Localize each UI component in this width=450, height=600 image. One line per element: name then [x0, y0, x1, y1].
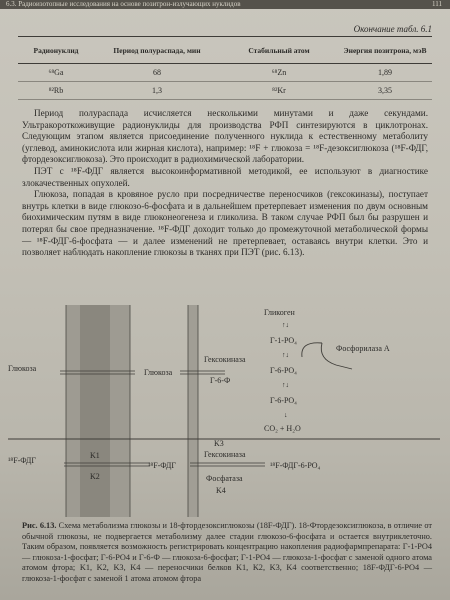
table-header: Период полураспада, мин [94, 37, 220, 64]
g6po4-label: Г-6-PO₄ [270, 366, 297, 375]
table-cell: 1,3 [94, 82, 220, 100]
hexokinase-bottom-label: Гексокиназа [204, 450, 246, 459]
hexokinase-top-label: Гексокиназа [204, 355, 246, 364]
k2-label: K2 [90, 472, 100, 481]
table-cell: 68 [94, 64, 220, 82]
table-cell: 1,89 [338, 64, 432, 82]
radionuclide-table [18, 36, 432, 100]
g1po4-label: Г-1-PO₄ [270, 336, 297, 345]
metabolism-diagram [0, 303, 450, 521]
page-number: 111 [432, 0, 442, 8]
fdg-outside-label: ¹⁸F-ФДГ [8, 456, 36, 465]
table-row [18, 82, 432, 100]
table-cell: 3,35 [338, 82, 432, 100]
table-cell: ⁶⁸Ga [18, 64, 94, 82]
arrow-up-down: ↑↓ [282, 351, 289, 359]
running-head [0, 0, 450, 9]
glucose-membrane-label: Глюкоза [144, 368, 173, 377]
figure-caption-label: Рис. 6.13. [22, 521, 57, 530]
table-caption: Окончание табл. 6.1 [353, 24, 432, 34]
membrane-band-inner [80, 305, 110, 517]
arrow-up-down: ↑↓ [282, 381, 289, 389]
table-header: Энергия позитрона, мэВ [338, 37, 432, 64]
running-head-text: 6.3. Радиоизотопные исследования на основе позитрон-излучающих нуклидов [6, 0, 241, 8]
phosphorylase-label: Фосфорилаза А [336, 344, 390, 353]
phosphatase-label: Фосфатаза [206, 474, 243, 483]
fdg-membrane-label: ¹⁸F-ФДГ [148, 461, 176, 470]
figure-caption-text: Схема метаболизма глюкозы и 18-фтордезоксиглюкозы (18F-ФДГ). 18-Фтордезоксиглюкоза, в отличие от обычной глюкозы, не подвергается метаболизму далее стадии глюкозо-6-фосфата и остается внутриклеточно. Таким образом, появляется возможность регистрировать концентрацию накопления радиофармпрепарата: Г-1-PO4 — глюкоза-1-фосфат; Г-6-PO4 и Г-6-Ф — глюкоза-6-фосфат; Г-1-PO4 — глюкоза-1-фосфат с заменой одного атома атомом фтора; K1, K2, K3, K4 — переносчики белков K1, K2, K3, K4 соответственно; 18F-ФДГ-6-PO4 — глюкоза-1-фосфат с заменой 1 атома атомом фтора [22, 521, 432, 583]
body-text [22, 108, 428, 259]
fdg-6po4-label: ¹⁸F-ФДГ-6-PO₄ [270, 461, 321, 470]
k3-label: K3 [214, 439, 224, 448]
k1-label: K1 [90, 451, 100, 460]
table-cell: ⁶⁸Zn [220, 64, 338, 82]
g6f-label: Г-6-Ф [210, 376, 231, 385]
table-header: Стабильный атом [220, 37, 338, 64]
paragraph: Период полураспада исчисляется несколькими минутами и даже секундами. Ультракороткоживущие радионуклиды для производства РФП синтезируются в циклотронах. Следующим этапом является присоединение полученного нуклида к естественному метаболиту (углевод, аминокислота или жирная кислота), например: ¹⁸F + глюкоза = ¹⁸F-дезоксиглюкоза (¹⁸F-ФДГ, фтордезоксиглюкоза). Это происходит в радиохимической лаборатории. [22, 108, 428, 165]
membrane-band-right [188, 305, 198, 517]
table-header-row [18, 37, 432, 64]
table-row [18, 64, 432, 82]
co2-h2o-label: CO₂ + H₂O [264, 424, 301, 433]
paragraph: ПЭТ с ¹⁸F-ФДГ является высокоинформативной методикой, ее используют в диагностике злокачественных опухолей. [22, 165, 428, 188]
g6po4-label: Г-6-PO₄ [270, 396, 297, 405]
k4-label: K4 [216, 486, 226, 495]
glucose-outside-label: Глюкоза [8, 364, 37, 373]
table-cell: ⁸²Rb [18, 82, 94, 100]
figure-caption [22, 521, 432, 585]
arrow-down: ↓ [284, 411, 288, 419]
arrow-up-down: ↑↓ [282, 321, 289, 329]
glycogen-label: Гликоген [264, 308, 295, 317]
paragraph: Глюкоза, попадая в кровяное русло при посредничестве переносчиков (гексокиназы), поступает внутрь клетки в виде глюкозо-6-фосфата и в дальнейшем претерпевает изменения по двум основным биохимическим путям в виде глюконеогенеза и гликолиза. В таком случае РФП был бы разрушен и потерял бы свое предназначение. ¹⁸F-ФДГ доходит только до промежуточной метаболической формы — ¹⁸F-ФДГ-6-фосфата — и далее изменений не претерпевает, оставаясь внутри клетки. Это и позволяет наблюдать накопление глюкозы в тканях при ПЭТ (рис. 6.13). [22, 189, 428, 258]
table-header: Радионуклид [18, 37, 94, 64]
table-cell: ⁸²Kr [220, 82, 338, 100]
